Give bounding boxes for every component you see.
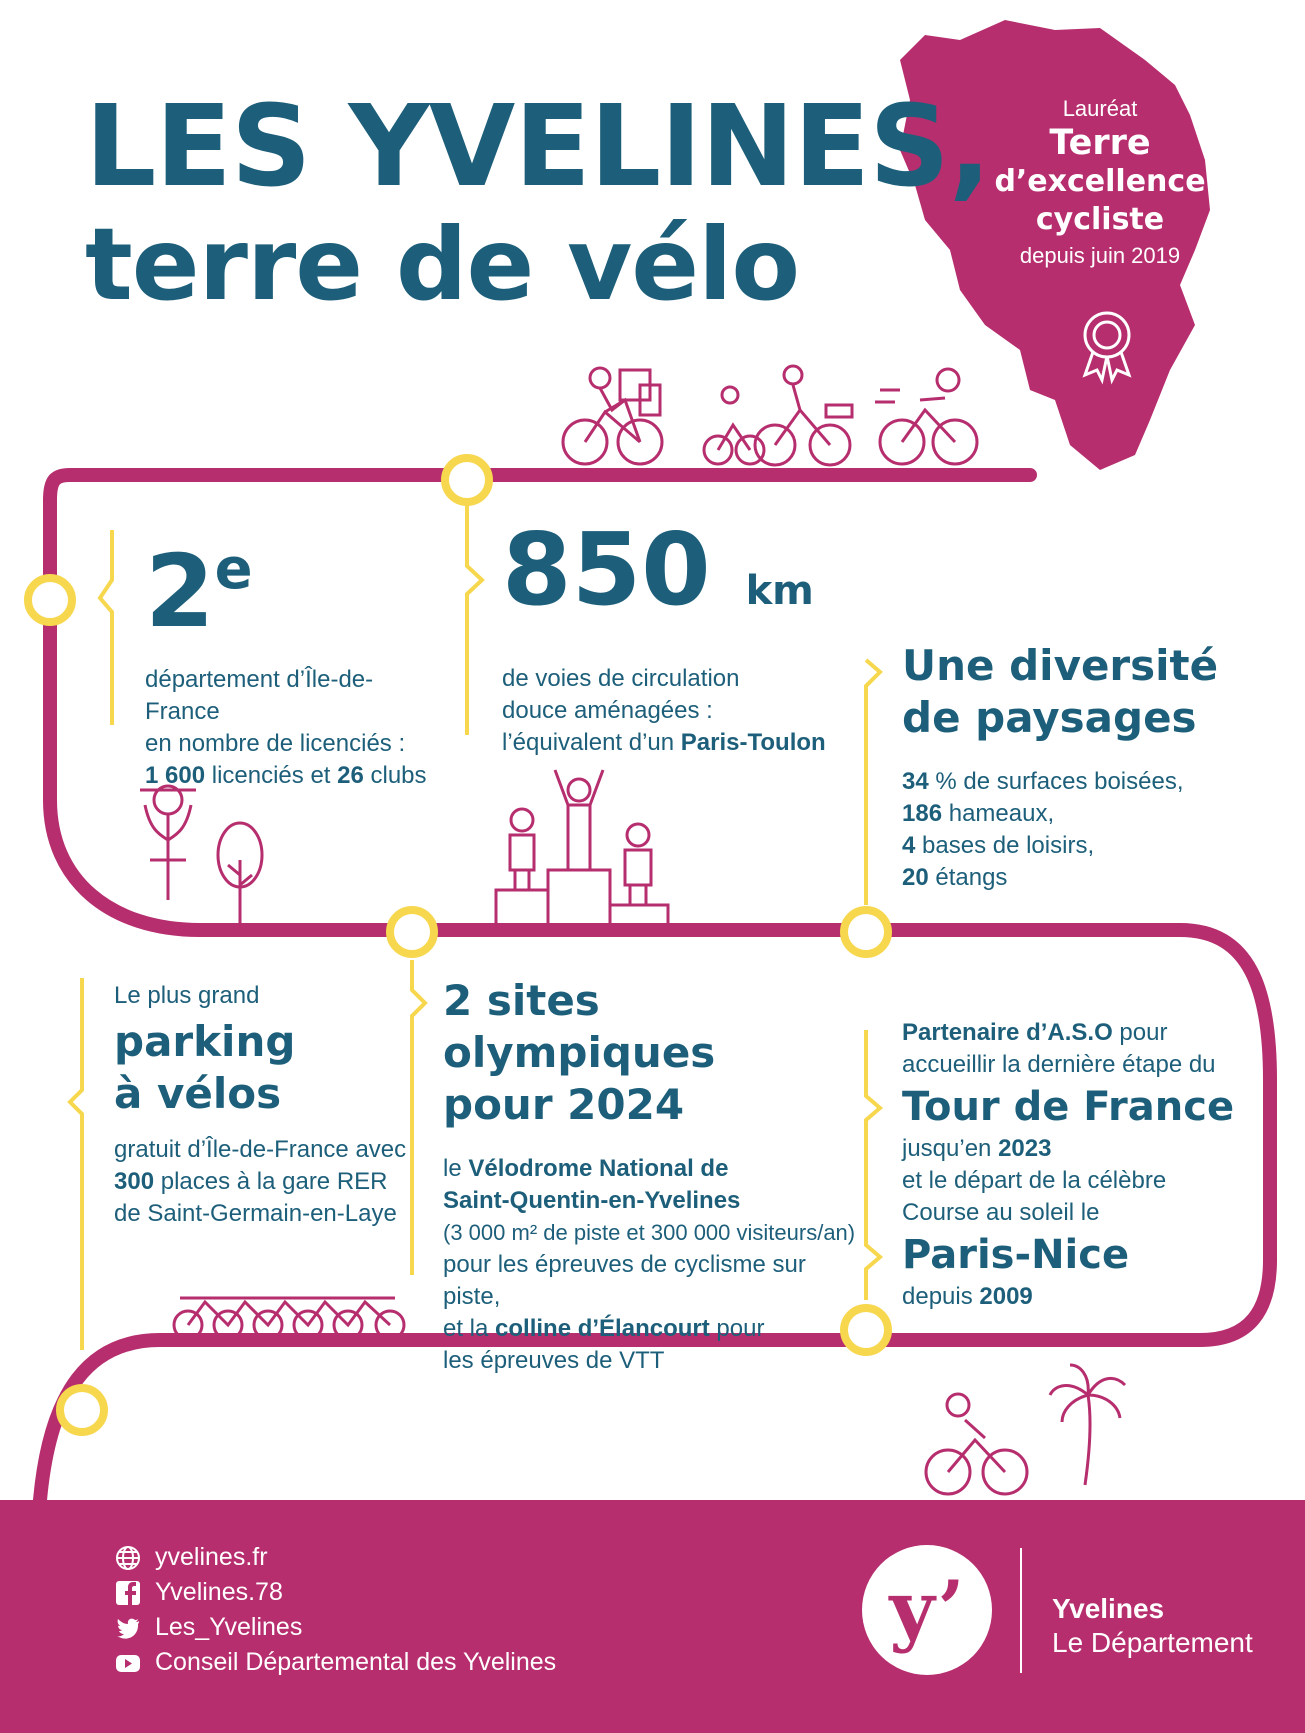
footer-link-text: Conseil Départemental des Yvelines [155,1648,557,1676]
award-badge [995,95,1205,273]
stat-landscapes-h1: Une diversité [902,641,1219,690]
stat-km-l2: douce aménagées : [502,697,713,724]
stat-ranking-number: 2 [145,533,215,650]
stat-ranking-l3-end: clubs [363,762,427,789]
podium-icon [496,770,668,925]
stat-landscapes-t4: étangs [928,864,1008,891]
stat-ranking-sup: e [214,537,253,602]
stat-km-l1: de voies de circulation [502,665,740,692]
stat-parking-h2: à vélos [114,1069,282,1118]
stat-landscapes [902,640,1282,894]
stat-olympics-l1a: le [443,1155,469,1182]
stat-ranking-l1: département d’Île-de-France [145,666,374,725]
stat-olympics-l1b: Vélodrome National de [468,1155,729,1182]
stat-olympics-l5c: pour [709,1315,765,1342]
stat-parking-pre: Le plus grand [114,982,260,1009]
tree-icon [218,823,262,925]
stat-olympics-h1: 2 sites olympiques [443,976,716,1077]
footer-links [115,1540,556,1680]
stat-parking-places: 300 [114,1168,155,1195]
twitter-icon [115,1615,141,1641]
stat-landscapes-v3: 4 [902,832,916,859]
route-dot [390,910,434,954]
stat-ranking [145,520,445,792]
stat-olympics-l3: (3 000 m² de piste et 300 000 visiteurs/an) [443,1220,856,1245]
stat-landscapes-v4: 20 [902,864,929,891]
footer-divider [1020,1548,1022,1673]
stat-landscapes-t1: % de surfaces boisées, [928,768,1184,795]
youtube-icon [115,1650,141,1676]
badge-line1: Terre [1049,123,1151,163]
footer [0,1500,1305,1733]
badge-line2: d’excellence [994,164,1206,199]
badge-top: Lauréat [1062,96,1138,121]
route-dot [844,910,888,954]
brand-line2: Le Département [1052,1627,1253,1658]
route-dot [445,458,489,502]
stat-olympics-l5b: colline d’Élancourt [495,1315,710,1342]
page-title [85,82,991,324]
stat-km-number: 850 [502,511,711,628]
stat-olympics-l6: les épreuves de VTT [443,1347,665,1374]
stat-ranking-l2: en nombre de licenciés : [145,730,406,757]
yvelines-logo [862,1545,992,1675]
cyclist-front-icon [140,786,196,900]
globe-icon [115,1545,141,1571]
footer-link-website[interactable] [115,1540,556,1575]
logo-mark: y’ [889,1564,965,1655]
title-line-1: LES YVELINES, [85,82,991,212]
stat-landscapes-h2: de paysages [902,693,1197,742]
footer-link-text: Les_Yvelines [155,1613,303,1641]
cyclist-palm-icon [926,1365,1125,1494]
stat-ranking-l3-text: licenciés et [205,762,338,789]
stat-tour-l6a: depuis [902,1283,980,1310]
footer-link-youtube[interactable] [115,1645,556,1680]
footer-link-facebook[interactable] [115,1575,556,1610]
stat-tour [902,1017,1262,1313]
stat-tour-l1b: pour [1112,1019,1168,1046]
stat-tour-l4: et le départ de la célèbre [902,1167,1167,1194]
stat-parking [114,980,414,1230]
stat-parking-h1: parking [114,1017,296,1066]
bike-parking-icon [174,1298,404,1339]
facebook-icon [115,1580,141,1606]
stat-olympics-h2: pour 2024 [443,1080,685,1129]
stat-tour-l1a: Partenaire d’A.S.O [902,1019,1113,1046]
stat-landscapes-v2: 186 [902,800,943,827]
badge-line3: cycliste [1035,202,1165,237]
stat-tour-l3b: 2023 [998,1135,1052,1162]
stat-landscapes-t3: bases de loisirs, [915,832,1095,859]
stat-ranking-licencies: 1 600 [145,762,206,789]
stat-tour-l5: Course au soleil le [902,1199,1100,1226]
stat-tour-h2: Paris-Nice [902,1232,1130,1278]
route-dot [60,1388,104,1432]
stat-landscapes-t2: hameaux, [942,800,1055,827]
stat-parking-l3: de Saint-Germain-en-Laye [114,1200,397,1227]
cyclist-city-icon [563,368,662,464]
stat-olympics [443,975,863,1377]
family-cyclists-icon [704,366,852,465]
stat-km [502,511,862,759]
footer-link-text: yvelines.fr [155,1543,268,1571]
racing-cyclist-icon [875,369,977,464]
stat-parking-l1: gratuit d’Île-de-France avec [114,1136,407,1163]
stat-landscapes-v1: 34 [902,768,929,795]
brand-name [1052,1592,1253,1660]
stat-ranking-clubs: 26 [337,762,364,789]
footer-link-twitter[interactable] [115,1610,556,1645]
badge-since: depuis juin 2019 [1019,243,1181,268]
stat-olympics-l5a: et la [443,1315,496,1342]
stat-km-paris-toulon: Paris-Toulon [680,729,826,756]
stat-km-l3: l’équivalent d’un [502,729,681,756]
stat-tour-l3a: jusqu’en [902,1135,999,1162]
stat-tour-l6b: 2009 [979,1283,1033,1310]
brand-line1: Yvelines [1052,1593,1165,1624]
stat-olympics-l2: Saint-Quentin-en-Yvelines [443,1187,741,1214]
stat-tour-h1: Tour de France [902,1084,1235,1130]
stat-olympics-l4: pour les épreuves de cyclisme sur piste, [443,1251,806,1310]
route-dot [28,578,72,622]
stat-tour-l2: accueillir la dernière étape du [902,1051,1216,1078]
footer-link-text: Yvelines.78 [155,1578,283,1606]
stat-km-unit: km [745,568,814,614]
stat-parking-l2: places à la gare RER [154,1168,388,1195]
title-line-2: terre de vélo [85,206,800,323]
